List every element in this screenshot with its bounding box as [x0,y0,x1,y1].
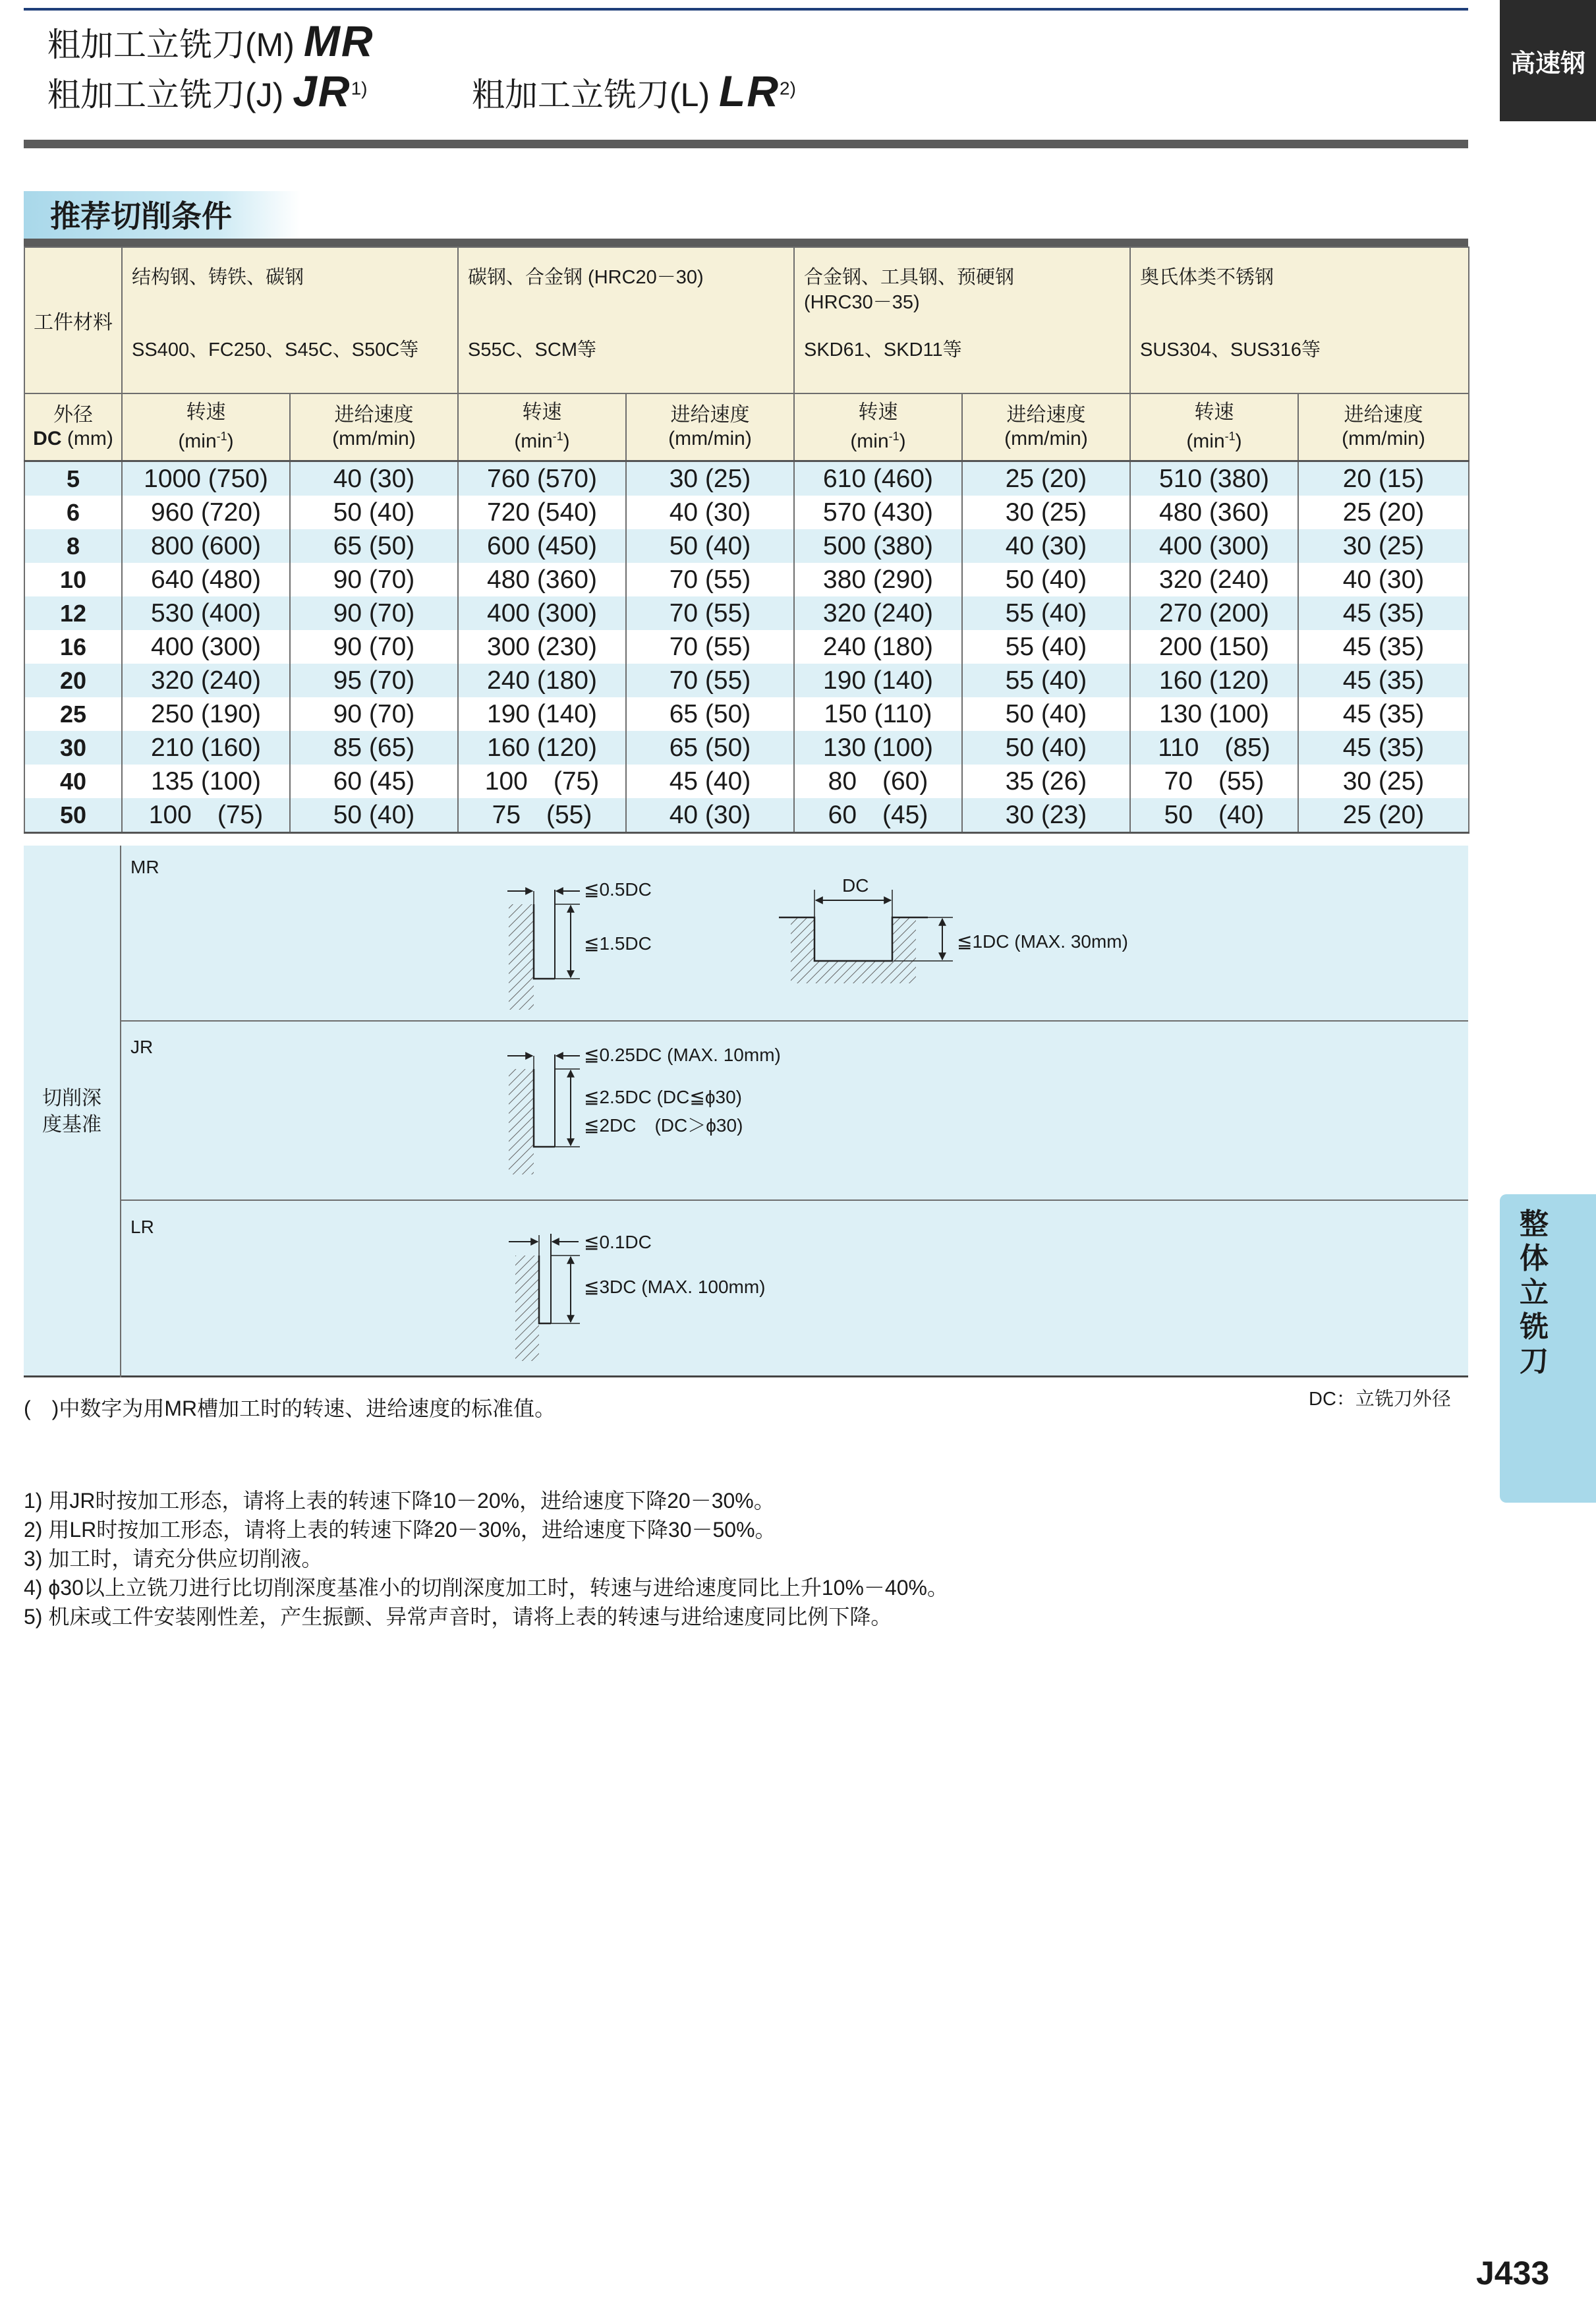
speed-unit-pre: (min [514,430,553,452]
speed-value: 190 (140) [794,664,962,697]
speed-unit-exp: -1 [1224,430,1236,443]
series-lr: LR [719,67,780,115]
speed-unit-pre: (min [850,430,889,452]
speed-value: 130 (100) [1130,697,1298,731]
feed-value: 45 (35) [1298,596,1469,630]
note-1: 1) 用JR时按加工形态，请将上表的转速下降10－20%，进给速度下降20－30%。 [24,1489,775,1513]
feed-value: 35 (26) [962,765,1130,798]
material-examples: SS400、FC250、S45C、S50C等 [132,339,419,361]
speed-value: 100 (75) [122,798,290,833]
speed-value: 720 (540) [458,496,626,529]
dc-value: 5 [24,461,122,496]
speed-value: 320 (240) [794,596,962,630]
speed-header-label: 转速 [186,401,226,423]
speed-value: 80 (60) [794,765,962,798]
speed-value: 190 (140) [458,697,626,731]
page-number: J433 [1476,2255,1550,2292]
feed-value: 40 (30) [626,798,794,833]
series-mr: MR [303,16,374,65]
note-ref-2: 2) [780,78,796,99]
feed-value: 55 (40) [962,630,1130,664]
lr-axial-depth: ≦3DC (MAX. 100mm) [584,1277,766,1297]
section-title: 推荐切削条件 [24,191,300,241]
speed-value: 400 (300) [1130,529,1298,563]
feed-value: 45 (40) [626,765,794,798]
series-jr: JR [293,67,351,115]
speed-value: 570 (430) [794,496,962,529]
category-tab-hss[interactable]: 高速钢 [1500,0,1596,121]
material-examples: S55C、SCM等 [468,339,596,361]
feed-value: 65 (50) [290,529,458,563]
feed-value: 65 (50) [626,731,794,765]
dc-note: DC：立铣刀外径 [1309,1389,1451,1410]
speed-unit-exp: -1 [888,430,899,443]
note-4: 4) ϕ30以上立铣刀进行比切削深度基准小的切削深度加工时，转速与进给速度同比上升10%－40%。 [24,1576,948,1600]
feed-value: 90 (70) [290,596,458,630]
speed-value: 400 (300) [122,630,290,664]
feed-value: 50 (40) [626,529,794,563]
feed-value: 70 (55) [626,664,794,697]
feed-value: 45 (35) [1298,630,1469,664]
dc-value: 25 [24,697,122,731]
title-mr-text: 粗加工立铣刀(M) [47,26,295,63]
speed-value: 800 (600) [122,529,290,563]
material-examples: SUS304、SUS316等 [1140,339,1321,361]
jr-side-diagram [507,1055,580,1174]
speed-value: 400 (300) [458,596,626,630]
feed-header-label: 进给速度 [1344,404,1423,426]
jr-axial-depth-2: ≦2DC (DC＞ϕ30) [584,1115,743,1136]
feed-value: 90 (70) [290,563,458,596]
side-tab-text: 整体立铣刀 [1520,1208,1549,1377]
material-name: 碳钢、合金钢 (HRC20－30) [468,267,704,288]
lr-radial-depth: ≦0.1DC [584,1232,652,1252]
feed-value: 40 (30) [626,496,794,529]
speed-unit-post: ) [563,430,570,452]
dc-value: 12 [24,596,122,630]
feed-value: 30 (25) [1298,765,1469,798]
material-name: 合金钢、工具钢、预硬钢 (HRC30－35) [804,267,1015,313]
speed-value: 135 (100) [122,765,290,798]
dc-value: 16 [24,630,122,664]
note-5: 5) 机床或工件安装刚性差，产生振颤、异常声音时，请将上表的转速与进给速度同比例下降。 [24,1605,892,1629]
feed-value: 25 (20) [1298,496,1469,529]
dc-value: 8 [24,529,122,563]
mr-radial-depth: ≦0.5DC [584,879,652,900]
feed-header-unit: (mm/min) [1342,428,1425,449]
speed-value: 530 (400) [122,596,290,630]
speed-value: 100 (75) [458,765,626,798]
speed-header-label: 转速 [1194,401,1234,423]
speed-value: 240 (180) [458,664,626,697]
jr-axial-depth-1: ≦2.5DC (DC≦ϕ30) [584,1087,742,1107]
feed-value: 60 (45) [290,765,458,798]
feed-header-label: 进给速度 [670,404,750,426]
feed-value: 70 (55) [626,563,794,596]
feed-value: 50 (40) [962,731,1130,765]
title-lr-text: 粗加工立铣刀(L) [472,76,710,113]
mr-slot-depth: ≦1DC (MAX. 30mm) [957,931,1128,952]
feed-value: 65 (50) [626,697,794,731]
lr-side-diagram [509,1234,580,1361]
note-3: 3) 加工时，请充分供应切削液。 [24,1547,323,1571]
feed-value: 50 (40) [290,798,458,833]
speed-value: 130 (100) [794,731,962,765]
feed-value: 45 (35) [1298,664,1469,697]
feed-value: 40 (30) [962,529,1130,563]
speed-unit-pre: (min [178,430,217,452]
speed-value: 760 (570) [458,461,626,496]
speed-value: 500 (380) [794,529,962,563]
speed-unit-post: ) [1235,430,1242,452]
speed-unit-exp: -1 [216,430,227,443]
feed-value: 70 (55) [626,630,794,664]
jr-radial-depth: ≦0.25DC (MAX. 10mm) [584,1045,781,1065]
speed-value: 250 (190) [122,697,290,731]
feed-value: 85 (65) [290,731,458,765]
speed-value: 150 (110) [794,697,962,731]
dc-header-unit: (mm) [67,428,113,449]
feed-value: 30 (25) [962,496,1130,529]
feed-value: 45 (35) [1298,731,1469,765]
feed-value: 55 (40) [962,664,1130,697]
speed-value: 600 (450) [458,529,626,563]
title-jr-text: 粗加工立铣刀(J) [47,76,284,113]
dc-value: 6 [24,496,122,529]
speed-value: 640 (480) [122,563,290,596]
material-name: 奥氏体类不锈钢 [1140,267,1274,288]
dc-header-symbol: DC [33,428,62,449]
feed-value: 25 (20) [1298,798,1469,833]
mr-slot-width: DC [842,875,869,896]
note-2: 2) 用LR时按加工形态，请将上表的转速下降20－30%，进给速度下降30－50%。 [24,1518,776,1542]
speed-value: 50 (40) [1130,798,1298,833]
speed-value: 270 (200) [1130,596,1298,630]
speed-value: 300 (230) [458,630,626,664]
speed-value: 210 (160) [122,731,290,765]
material-name: 结构钢、铸铁、碳钢 [132,267,304,288]
feed-header-label: 进给速度 [1006,404,1086,426]
feed-value: 55 (40) [962,596,1130,630]
speed-unit-post: ) [227,430,234,452]
paren-note: ( )中数字为用MR槽加工时的转速、进给速度的标准值。 [24,1397,556,1420]
speed-value: 380 (290) [794,563,962,596]
speed-value: 320 (240) [122,664,290,697]
feed-value: 30 (23) [962,798,1130,833]
dc-value: 40 [24,765,122,798]
feed-value: 50 (40) [290,496,458,529]
speed-value: 1000 (750) [122,461,290,496]
material-label: 工件材料 [24,247,122,393]
speed-unit-exp: -1 [552,430,563,443]
feed-value: 70 (55) [626,596,794,630]
mr-axial-depth: ≦1.5DC [584,933,652,954]
speed-value: 60 (45) [794,798,962,833]
speed-value: 610 (460) [794,461,962,496]
dc-header-label: 外径 [53,404,93,426]
depth-label-text: 切削深度基准 [42,1087,101,1136]
speed-value: 480 (360) [1130,496,1298,529]
speed-header-label: 转速 [522,401,562,423]
speed-value: 160 (120) [1130,664,1298,697]
dc-value: 30 [24,731,122,765]
feed-value: 40 (30) [290,461,458,496]
feed-value: 40 (30) [1298,563,1469,596]
note-ref-1: 1) [351,78,368,99]
dc-value: 10 [24,563,122,596]
category-tab-solid-end-mill[interactable] [1500,1194,1596,1503]
feed-value: 50 (40) [962,563,1130,596]
feed-value: 95 (70) [290,664,458,697]
speed-value: 110 (85) [1130,731,1298,765]
feed-header-label: 进给速度 [334,404,414,426]
feed-header-unit: (mm/min) [332,428,416,449]
speed-value: 160 (120) [458,731,626,765]
feed-value: 30 (25) [626,461,794,496]
speed-value: 960 (720) [122,496,290,529]
speed-value: 240 (180) [794,630,962,664]
speed-value: 200 (150) [1130,630,1298,664]
depth-mr-name: MR [130,857,159,877]
speed-value: 320 (240) [1130,563,1298,596]
feed-value: 45 (35) [1298,697,1469,731]
feed-value: 20 (15) [1298,461,1469,496]
speed-unit-pre: (min [1186,430,1225,452]
depth-jr-name: JR [130,1037,154,1057]
material-examples: SKD61、SKD11等 [804,339,962,361]
feed-value: 25 (20) [962,461,1130,496]
speed-value: 510 (380) [1130,461,1298,496]
feed-value: 90 (70) [290,697,458,731]
feed-header-unit: (mm/min) [668,428,752,449]
mr-slot-diagram [779,890,953,983]
speed-unit-post: ) [899,430,906,452]
feed-header-unit: (mm/min) [1004,428,1088,449]
speed-value: 75 (55) [458,798,626,833]
depth-lr-name: LR [130,1217,154,1237]
dc-value: 20 [24,664,122,697]
speed-value: 480 (360) [458,563,626,596]
speed-value: 70 (55) [1130,765,1298,798]
speed-header-label: 转速 [858,401,898,423]
feed-value: 50 (40) [962,697,1130,731]
mr-side-diagram [507,890,580,1010]
feed-value: 30 (25) [1298,529,1469,563]
dc-value: 50 [24,798,122,833]
feed-value: 90 (70) [290,630,458,664]
